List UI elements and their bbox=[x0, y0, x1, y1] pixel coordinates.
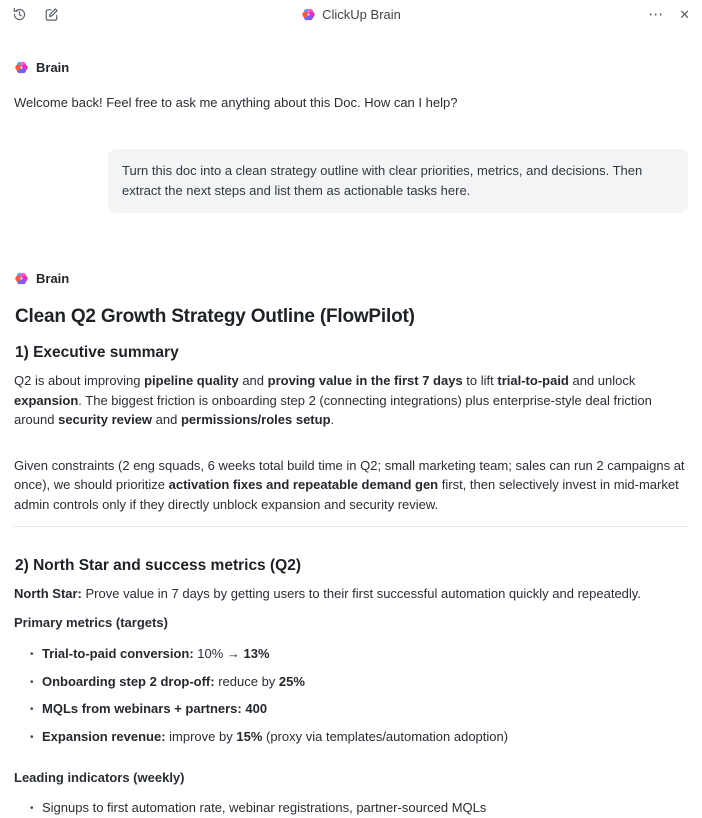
assistant-name: Brain bbox=[36, 271, 70, 286]
response-title: Clean Q2 Growth Strategy Outline (FlowPilot) bbox=[15, 306, 415, 327]
north-star-statement: North Star: Prove value in 7 days by getting users to their first successful automation quickly and repeatedly. bbox=[14, 586, 641, 601]
assistant-name: Brain bbox=[36, 60, 70, 75]
section-heading-north-star: 2) North Star and success metrics (Q2) bbox=[15, 557, 301, 574]
primary-metrics-heading: Primary metrics (targets) bbox=[14, 614, 168, 630]
header-title-group bbox=[0, 0, 702, 28]
panel-title: ClickUp Brain bbox=[322, 6, 401, 22]
welcome-message: Welcome back! Feel free to ask me anything about this Doc. How can I help? bbox=[14, 95, 458, 110]
section-divider bbox=[14, 526, 688, 527]
header-left-actions bbox=[12, 7, 59, 22]
brain-logo-icon bbox=[14, 271, 29, 286]
assistant-header-row bbox=[14, 271, 688, 286]
metric-item-trial-to-paid: • Trial-to-paid conversion: 10% → 13% bbox=[30, 644, 688, 664]
panel-header bbox=[0, 0, 702, 28]
leading-indicator-item-clipped: • Signups to first automation rate, webinar registrations, partner-sourced MQLs bbox=[30, 798, 688, 818]
user-message-row bbox=[14, 149, 688, 213]
more-options-icon[interactable]: ⋯ bbox=[648, 5, 665, 23]
metric-item-mqls: • MQLs from webinars + partners: 400 bbox=[30, 699, 688, 719]
compose-icon[interactable] bbox=[44, 7, 59, 22]
user-message-bubble: Turn this doc into a clean strategy outline with clear priorities, metrics, and decisions. Then extract the next steps and list them as actionable tasks here. bbox=[108, 149, 688, 213]
metric-item-onboarding-dropoff: • Onboarding step 2 drop-off: reduce by 25% bbox=[30, 672, 688, 692]
history-icon[interactable] bbox=[12, 7, 27, 22]
primary-metrics-list bbox=[30, 644, 688, 746]
assistant-header-row bbox=[14, 60, 688, 75]
clickup-brain-logo-icon bbox=[301, 7, 316, 22]
header-right-actions bbox=[648, 7, 690, 22]
leading-indicators-list bbox=[30, 798, 688, 818]
brain-logo-icon bbox=[14, 60, 29, 75]
close-icon[interactable]: ✕ bbox=[679, 6, 690, 22]
executive-summary-paragraph-2: Given constraints (2 eng squads, 6 weeks total build time in Q2; small marketing team; sales can run 2 campaigns at once), we should prioritize activation fixes and repeatable demand gen first, then selectively invest in mid-market admin controls only if they directly unblock expansion and security review. bbox=[14, 457, 685, 512]
leading-indicators-heading: Leading indicators (weekly) bbox=[14, 770, 185, 785]
section-heading-executive-summary: 1) Executive summary bbox=[15, 344, 179, 361]
metric-item-expansion-revenue: • Expansion revenue: improve by 15% (proxy via templates/automation adoption) bbox=[30, 727, 688, 747]
executive-summary-paragraph-1: Q2 is about improving pipeline quality and proving value in the first 7 days to lift trial-to-paid and unlock expansion. The biggest friction is onboarding step 2 (connecting integrations) plus enterprise-style deal friction around security review and permissions/roles setup. bbox=[14, 373, 652, 427]
chat-content bbox=[0, 60, 702, 817]
